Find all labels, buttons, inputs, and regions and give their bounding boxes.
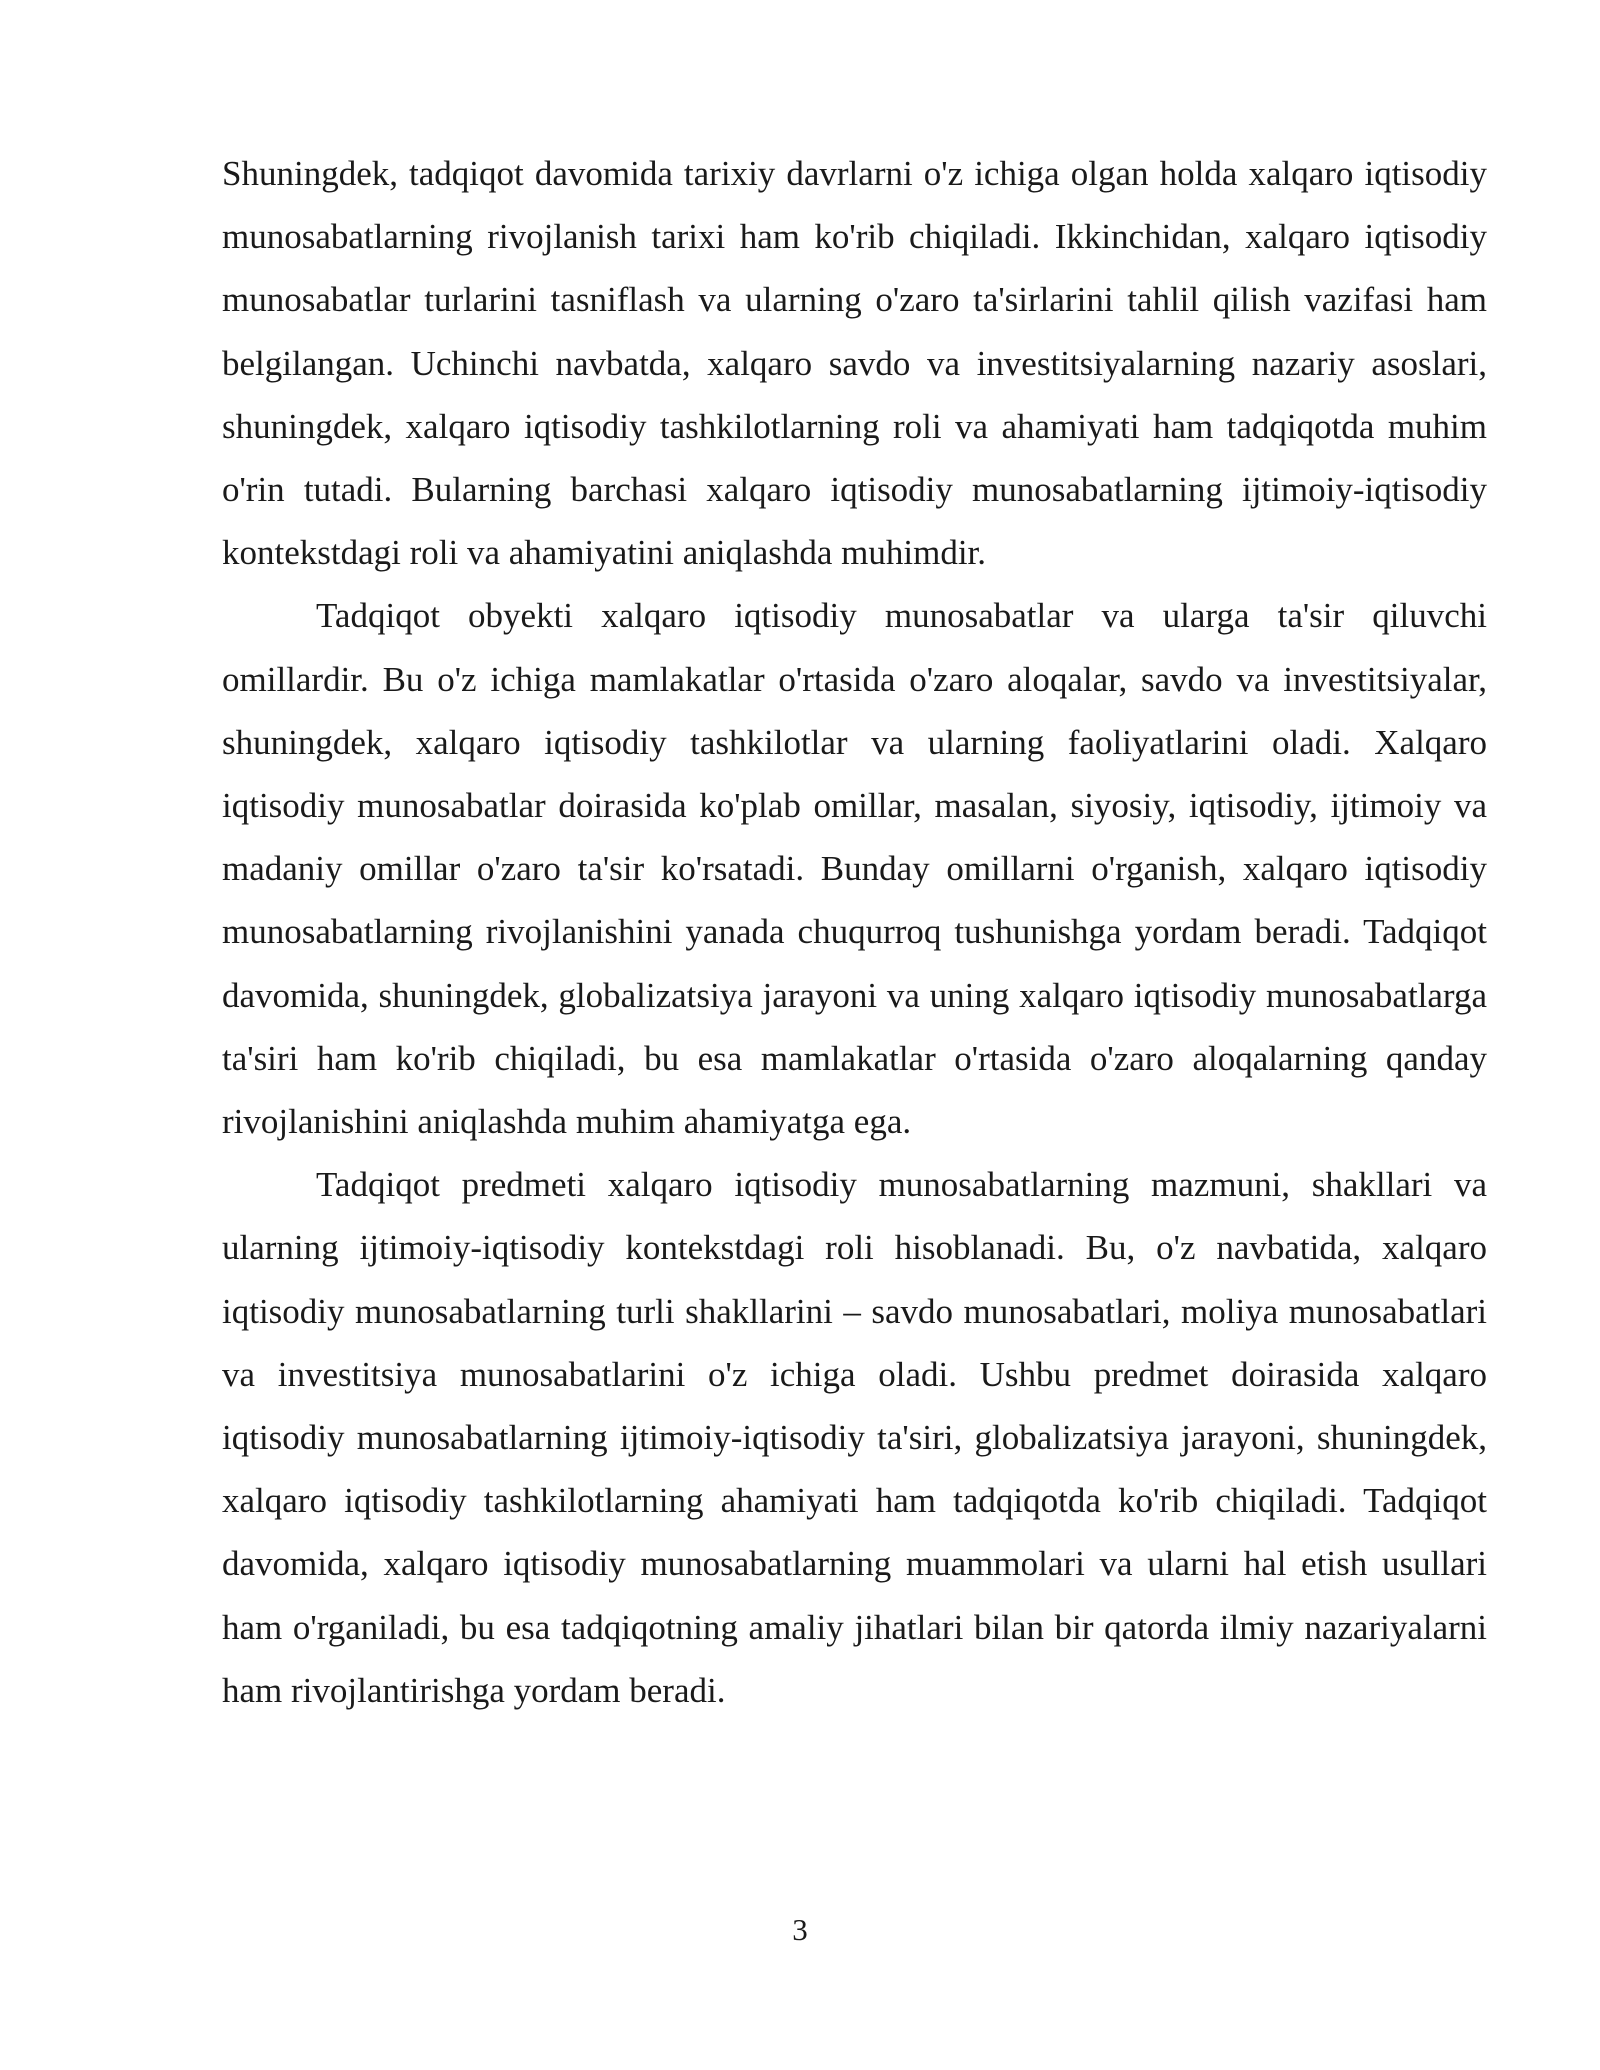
paragraph-continuation: Shuningdek, tadqiqot davomida tarixiy davrlarni o'z ichiga olgan holda xalqaro iqtisodiy munosabatlarning rivojlanish tarixi ham ko'rib chiqiladi. Ikkinchidan, xalqaro iqtisodiy munosabatlar turlarini tasniflash va ularning o'zaro ta'sirlarini tahlil qilish vazifasi ham belgilangan. Uchinchi navbatda, xalqaro savdo va investitsiyalarning nazariy asoslari, shuningdek, xalqaro iqtisodiy tashkilotlarning roli va ahamiyati ham tadqiqotda muhim o'rin tutadi. Bularning barchasi xalqaro iqtisodiy munosabatlarning ijtimoiy-iqtisodiy kontekstdagi roli va ahamiyatini aniqlashda muhimdir. bbox=[222, 154, 1487, 573]
body-text bbox=[222, 142, 1487, 1722]
paragraph-research-subject: Tadqiqot predmeti xalqaro iqtisodiy munosabatlarning mazmuni, shakllari va ularning ijtimoiy-iqtisodiy kontekstdagi roli hisoblanadi. Bu, o'z navbatida, xalqaro iqtisodiy munosabatlarning turli shakllarini – savdo munosabatlari, moliya munosabatlari va investitsiya munosabatlarini o'z ichiga oladi. Ushbu predmet doirasida xalqaro iqtisodiy munosabatlarning ijtimoiy-iqtisodiy ta'siri, globalizatsiya jarayoni, shuningdek, xalqaro iqtisodiy tashkilotlarning ahamiyati ham tadqiqotda ko'rib chiqiladi. Tadqiqot davomida, xalqaro iqtisodiy munosabatlarning muammolari va ularni hal etish usullari ham o'rganiladi, bu esa tadqiqotning amaliy jihatlari bilan bir qatorda ilmiy nazariyalarni ham rivojlantirishga yordam beradi. bbox=[222, 1165, 1487, 1710]
paragraph-research-object: Tadqiqot obyekti xalqaro iqtisodiy munosabatlar va ularga ta'sir qiluvchi omillardir. Bu o'z ichiga mamlakatlar o'rtasida o'zaro aloqalar, savdo va investitsiyalar, shuningdek, xalqaro iqtisodiy tashkilotlar va ularning faoliyatlarini oladi. Xalqaro iqtisodiy munosabatlar doirasida ko'plab omillar, masalan, siyosiy, iqtisodiy, ijtimoiy va madaniy omillar o'zaro ta'sir ko'rsatadi. Bunday omillarni o'rganish, xalqaro iqtisodiy munosabatlarning rivojlanishini yanada chuqurroq tushunishga yordam beradi. Tadqiqot davomida, shuningdek, globalizatsiya jarayoni va uning xalqaro iqtisodiy munosabatlarga ta'siri ham ko'rib chiqiladi, bu esa mamlakatlar o'rtasida o'zaro aloqalarning qanday rivojlanishini aniqlashda muhim ahamiyatga ega. bbox=[222, 596, 1487, 1142]
page-number: 3 bbox=[792, 1912, 808, 1947]
